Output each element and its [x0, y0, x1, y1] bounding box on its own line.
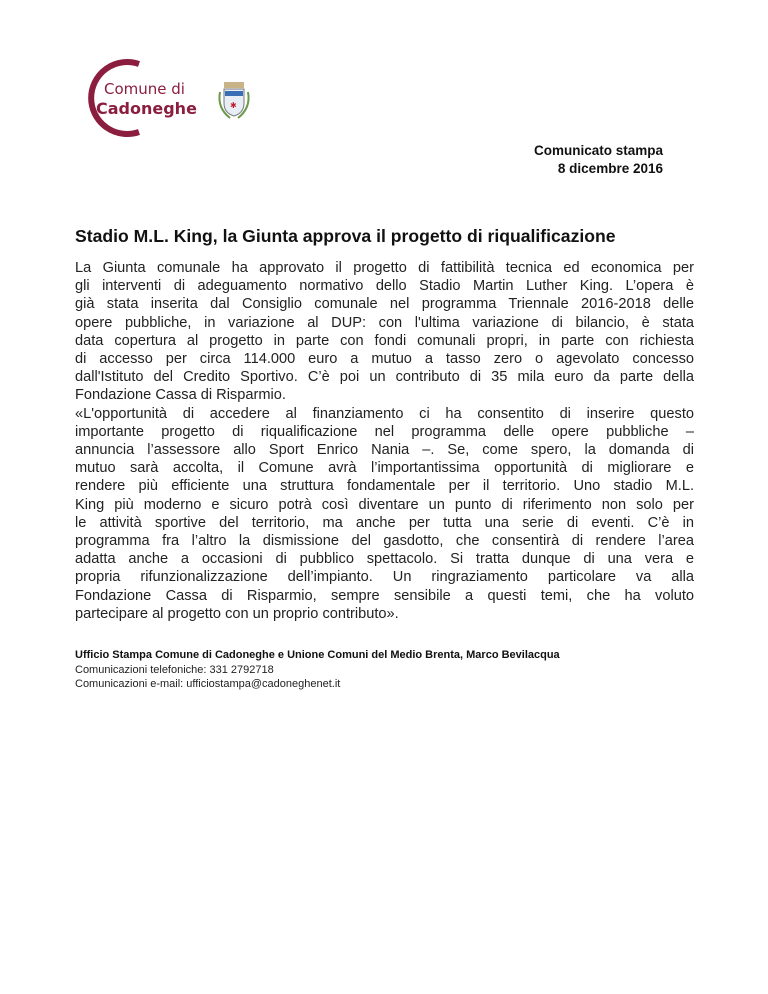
text-line: mutuo sarà accolta, il Comune avrà l’importantissima opportunità di migliorare e: [75, 460, 694, 477]
contact-email: Comunicazioni e-mail: ufficiostampa@cadoneghenet.it: [75, 678, 341, 690]
release-date: 8 dicembre 2016: [557, 161, 663, 176]
text-line: di accesso per circa 114.000 euro a mutuo a tasso zero o agevolato concesso: [75, 351, 694, 368]
text-line: King più moderno e sicuro potrà così diventare un punto di riferimento non solo per: [75, 496, 694, 513]
text-line: partecipare al progetto con un proprio contributo».: [75, 605, 399, 622]
text-line: dall'Istituto del Credito Sportivo. C’è poi un contributo di 35 mila euro da parte della: [75, 369, 694, 386]
paragraph: [75, 405, 694, 623]
svg-text:Comune di: Comune di: [104, 80, 185, 98]
svg-text:✱: ✱: [230, 101, 237, 110]
logo-graphic: [84, 58, 254, 138]
text-line: opere pubbliche, in variazione al DUP: con l'ultima variazione di bilancio, è stata: [75, 314, 694, 331]
text-line: adatta anche a occasioni di pubblico spettacolo. Si tratta dunque di una vera e: [75, 551, 694, 568]
svg-text:Cadoneghe: Cadoneghe: [96, 99, 197, 118]
text-line: già stata inserita dal Consiglio comunale nel programma Triennale 2016-2018 delle: [75, 296, 694, 313]
press-office-name: Ufficio Stampa Comune di Cadoneghe e Unione Comuni del Medio Brenta, Marco Bevilacqua: [75, 649, 560, 661]
text-line: «L'opportunità di accedere al finanziamento ci ha consentito di inserire questo: [75, 405, 694, 422]
text-line: La Giunta comunale ha approvato il progetto di fattibilità tecnica ed economica per: [75, 260, 694, 276]
text-line: programma fra l’altro la dismissione del gasdotto, che consentirà di rendere l’area: [75, 533, 694, 550]
text-line: propria rifunzionalizzazione dell’impianto. Un ringraziamento particolare va alla: [75, 569, 694, 586]
text-line: Fondazione Cassa di Risparmio.: [75, 387, 286, 404]
text-line: data copertura al progetto in parte con fondi comunali propri, in parte con richiesta: [75, 332, 694, 349]
text-line: importante progetto di riqualificazione nel programma delle opere pubbliche –: [75, 423, 694, 440]
coat-of-arms-icon: [219, 82, 248, 118]
article-body: [75, 259, 694, 623]
press-office-contacts: [75, 648, 560, 692]
page-title: Stadio M.L. King, la Giunta approva il progetto di riqualificazione: [75, 226, 616, 246]
text-line: gli interventi di adeguamento normativo dello Stadio Martin Luther King. L’opera è: [75, 278, 694, 295]
paragraph: [75, 259, 694, 405]
text-line: Fondazione Cassa di Risparmio, sempre sensibile a questi temi, che ha voluto: [75, 587, 694, 604]
comune-cadoneghe-logo: [84, 58, 254, 138]
press-release-header: [534, 142, 663, 178]
document-type: Comunicato stampa: [533, 143, 663, 158]
text-line: le attività sportive del territorio, ma anche per tutta una serie di eventi. C’è in: [75, 514, 694, 531]
text-line: rendere più efficiente una struttura fondamentale per il territorio. Uno stadio M.L.: [75, 478, 694, 495]
contact-phone: Comunicazioni telefoniche: 331 2792718: [75, 663, 274, 676]
text-line: annuncia l’assessore allo Sport Enrico Nania –. Se, come spero, la domanda di: [75, 442, 694, 459]
